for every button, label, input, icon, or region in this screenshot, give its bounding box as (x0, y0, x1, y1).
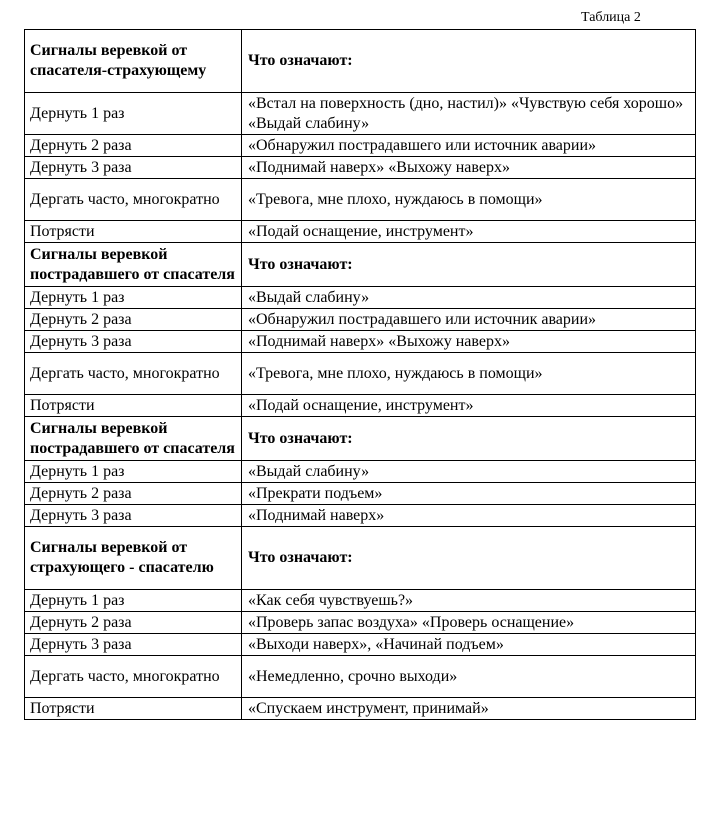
meaning-cell: «Тревога, мне плохо, нуждаюсь в помощи» (242, 353, 696, 395)
meaning-cell: «Выдай слабину» (242, 287, 696, 309)
signal-cell: Дернуть 3 раза (25, 634, 242, 656)
meaning-cell: «Встал на поверхность (дно, настил)» «Чувствую себя хорошо» «Выдай слабину» (242, 93, 696, 135)
meaning-cell: «Подай оснащение, инструмент» (242, 395, 696, 417)
signal-cell: Дернуть 2 раза (25, 483, 242, 505)
section-title-cell: Сигналы веревкой пострадавшего от спасателя (25, 243, 242, 287)
signal-cell: Потрясти (25, 395, 242, 417)
table-row (25, 135, 696, 157)
table-row (25, 612, 696, 634)
signal-cell: Дернуть 2 раза (25, 309, 242, 331)
section-header-row (25, 417, 696, 461)
signal-cell: Дернуть 1 раз (25, 93, 242, 135)
signal-cell: Потрясти (25, 698, 242, 720)
meaning-cell: «Проверь запас воздуха» «Проверь оснащение» (242, 612, 696, 634)
section-title-cell: Сигналы веревкой пострадавшего от спасателя (25, 417, 242, 461)
signal-cell: Дернуть 3 раза (25, 505, 242, 527)
table-row (25, 157, 696, 179)
table-row (25, 698, 696, 720)
section-header-row (25, 30, 696, 93)
meaning-cell: «Поднимай наверх» (242, 505, 696, 527)
meaning-cell: «Выдай слабину» (242, 461, 696, 483)
signal-cell: Дернуть 1 раз (25, 461, 242, 483)
meaning-cell: «Прекрати подъем» (242, 483, 696, 505)
table-row (25, 331, 696, 353)
signal-cell: Дергать часто, многократно (25, 656, 242, 698)
meaning-header-cell: Что означают: (242, 243, 696, 287)
signal-cell: Дернуть 2 раза (25, 135, 242, 157)
signal-cell: Потрясти (25, 221, 242, 243)
table-row (25, 287, 696, 309)
meaning-cell: «Тревога, мне плохо, нуждаюсь в помощи» (242, 179, 696, 221)
table-row (25, 634, 696, 656)
table-caption: Таблица 2 (581, 10, 641, 25)
section-header-row (25, 243, 696, 287)
signal-cell: Дернуть 2 раза (25, 612, 242, 634)
section-title-cell: Сигналы веревкой от страхующего - спасателю (25, 527, 242, 590)
table-row (25, 395, 696, 417)
table-row (25, 461, 696, 483)
meaning-cell: «Поднимай наверх» «Выхожу наверх» (242, 157, 696, 179)
meaning-cell: «Как себя чувствуешь?» (242, 590, 696, 612)
meaning-cell: «Подай оснащение, инструмент» (242, 221, 696, 243)
table-row (25, 483, 696, 505)
signal-cell: Дернуть 1 раз (25, 590, 242, 612)
meaning-header-cell: Что означают: (242, 30, 696, 93)
signal-cell: Дергать часто, многократно (25, 179, 242, 221)
signal-cell: Дергать часто, многократно (25, 353, 242, 395)
rope-signals-table (24, 29, 696, 720)
signal-cell: Дернуть 3 раза (25, 157, 242, 179)
section-header-row (25, 527, 696, 590)
meaning-cell: «Поднимай наверх» «Выхожу наверх» (242, 331, 696, 353)
table-row (25, 309, 696, 331)
table-row (25, 93, 696, 135)
table-row (25, 221, 696, 243)
signal-cell: Дернуть 1 раз (25, 287, 242, 309)
meaning-header-cell: Что означают: (242, 417, 696, 461)
signal-cell: Дернуть 3 раза (25, 331, 242, 353)
meaning-cell: «Спускаем инструмент, принимай» (242, 698, 696, 720)
meaning-cell: «Обнаружил пострадавшего или источник аварии» (242, 135, 696, 157)
meaning-header-cell: Что означают: (242, 527, 696, 590)
table-body (25, 30, 696, 720)
meaning-cell: «Немедленно, срочно выходи» (242, 656, 696, 698)
section-title-cell: Сигналы веревкой от спасателя-страхующему (25, 30, 242, 93)
table-row (25, 179, 696, 221)
meaning-cell: «Обнаружил пострадавшего или источник аварии» (242, 309, 696, 331)
table-row (25, 505, 696, 527)
table-row (25, 656, 696, 698)
table-row (25, 353, 696, 395)
table-row (25, 590, 696, 612)
meaning-cell: «Выходи наверх», «Начинай подъем» (242, 634, 696, 656)
